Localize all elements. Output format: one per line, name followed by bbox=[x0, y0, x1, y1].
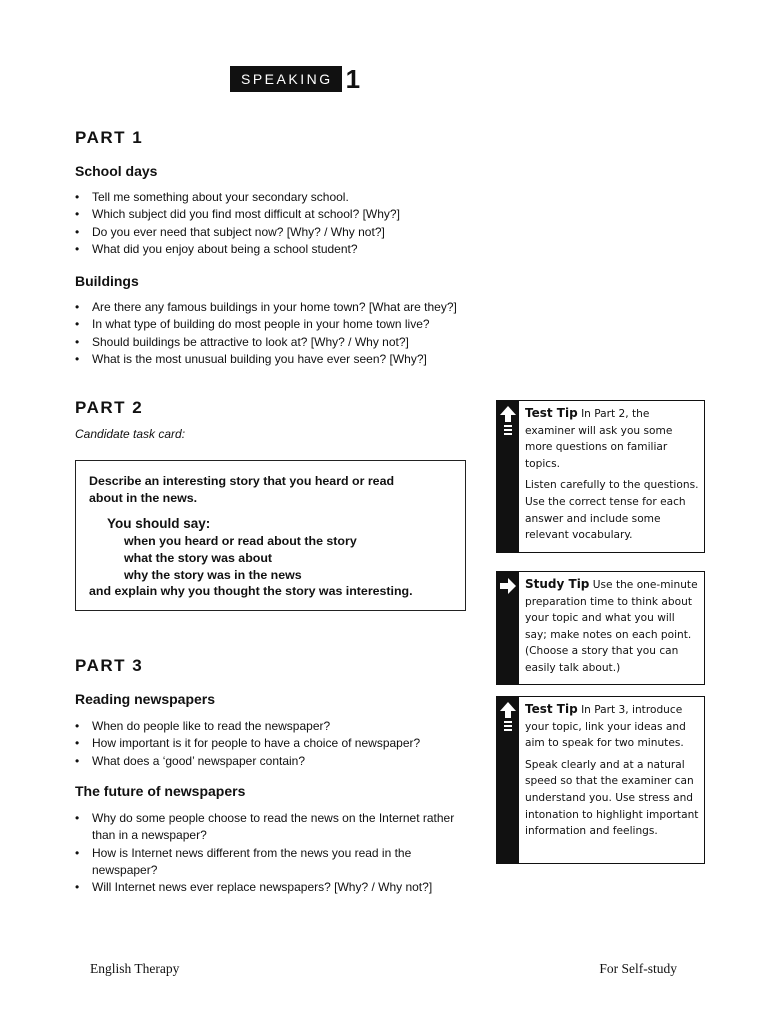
right-arrow-icon bbox=[499, 576, 517, 596]
card-point-3: why the story was in the news bbox=[124, 568, 302, 582]
list-item: • How is Internet news different from the news you read in the newspaper? bbox=[75, 845, 475, 880]
list-item: • When do people like to read the newspaper? bbox=[75, 718, 485, 735]
list-item: • In what type of building do most people in your home town live? bbox=[75, 316, 505, 333]
part1-title: PART 1 bbox=[75, 128, 144, 147]
section-header bbox=[230, 66, 360, 92]
tip-title: Test Tip bbox=[525, 406, 578, 420]
list-item: • Why do some people choose to read the news on the Internet rather than in a newspaper? bbox=[75, 810, 475, 845]
card-line-2: about in the news. bbox=[89, 491, 198, 505]
part1-buildings-list bbox=[75, 299, 505, 368]
tip-side-bar bbox=[497, 572, 519, 684]
tip-body: Listen carefully to the questions. Use the correct tense for each answer and include some relevant vocabulary. bbox=[525, 479, 699, 542]
up-arrow-icon bbox=[499, 701, 517, 731]
card-point-1: when you heard or read about the story bbox=[124, 534, 357, 548]
list-item: • Tell me something about your secondary school. bbox=[75, 189, 495, 206]
footer-left: English Therapy bbox=[90, 961, 180, 976]
list-item: • Should buildings be attractive to look at? [Why? / Why not?] bbox=[75, 334, 505, 351]
tip-side-bar bbox=[497, 697, 519, 863]
study-tip-box bbox=[496, 571, 705, 685]
up-arrow-icon bbox=[499, 405, 517, 435]
list-item: • What does a ‘good’ newspaper contain? bbox=[75, 753, 485, 770]
candidate-task-card-label: Candidate task card: bbox=[75, 427, 186, 441]
tip-lead: In Part 3, introduce your topic, link your ideas and aim to speak for two minutes. bbox=[525, 704, 686, 750]
tip-body: Speak clearly and at a natural speed so that the examiner can understand you. Use stress and intonation to highlight important information and feelings. bbox=[525, 758, 699, 838]
part3-title: PART 3 bbox=[75, 656, 144, 675]
part1-heading-school-days: School days bbox=[75, 163, 158, 179]
part3-heading-reading-newspapers: Reading newspapers bbox=[75, 691, 216, 707]
candidate-task-card bbox=[75, 460, 466, 611]
list-item: • Are there any famous buildings in your home town? [What are they?] bbox=[75, 299, 505, 316]
list-item: • What did you enjoy about being a school student? bbox=[75, 241, 495, 258]
part1-heading-buildings: Buildings bbox=[75, 273, 139, 289]
card-point-2: what the story was about bbox=[124, 551, 273, 565]
part1-school-days-list bbox=[75, 189, 495, 258]
list-item: • What is the most unusual building you have ever seen? [Why?] bbox=[75, 351, 505, 368]
tip-lead: In Part 2, the examiner will ask you some more questions on familiar topics. bbox=[525, 408, 673, 470]
list-item: • Which subject did you find most difficult at school? [Why?] bbox=[75, 206, 495, 223]
test-tip-box-2 bbox=[496, 696, 705, 864]
card-line-1: Describe an interesting story that you heard or read bbox=[89, 474, 395, 488]
part3-reading-list bbox=[75, 718, 485, 770]
test-tip-box-1 bbox=[496, 400, 705, 553]
list-item: • How important is it for people to have a choice of newspaper? bbox=[75, 735, 485, 752]
card-closing: and explain why you thought the story was interesting. bbox=[89, 584, 413, 598]
list-item: • Do you ever need that subject now? [Why? / Why not?] bbox=[75, 224, 495, 241]
card-should-say: You should say: bbox=[107, 516, 211, 531]
speaking-number: 1 bbox=[345, 64, 361, 94]
part3-heading-future-of-newspapers: The future of newspapers bbox=[75, 783, 246, 799]
list-item: • Will Internet news ever replace newspapers? [Why? / Why not?] bbox=[75, 879, 475, 896]
tip-title: Study Tip bbox=[525, 577, 590, 591]
speaking-label: SPEAKING bbox=[230, 66, 342, 92]
tip-title: Test Tip bbox=[525, 702, 578, 716]
part2-title: PART 2 bbox=[75, 398, 144, 417]
tip-lead: Use the one-minute preparation time to think about your topic and what you will say; make notes on each point. (Choose a story that you can easily talk about.) bbox=[525, 579, 698, 674]
tip-side-bar bbox=[497, 401, 519, 552]
footer-right: For Self-study bbox=[599, 961, 677, 976]
part3-future-list bbox=[75, 810, 475, 896]
